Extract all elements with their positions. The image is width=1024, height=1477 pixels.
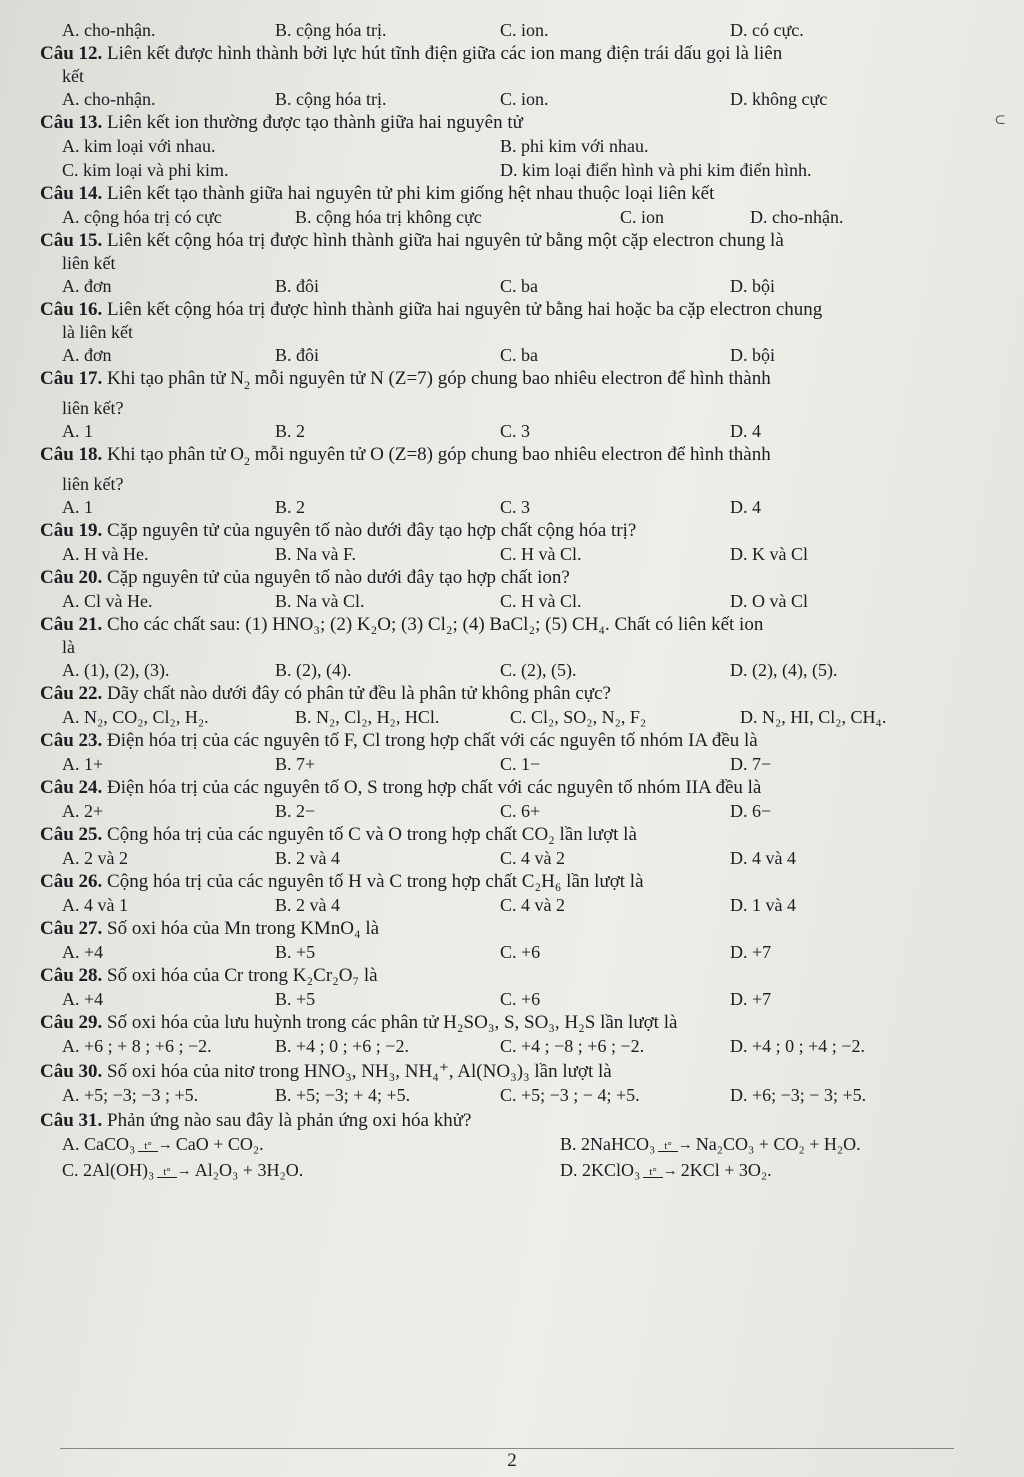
question-text: Cộng hóa trị của các nguyên tố C và O trong hợp chất CO₂ lần lượt là [102,823,637,845]
question-text: Số oxi hóa của Cr trong K₂Cr₂O₇ là [102,964,378,986]
option-a[interactable]: A. N₂, CO₂, Cl₂, H₂. [62,706,209,727]
options [40,799,990,823]
options [40,846,990,870]
question-stem [40,1060,990,1083]
reaction-product: Al₂O₃ + 3H₂O. [194,1159,304,1180]
option-d[interactable]: D. 4 và 4 [730,847,796,868]
reaction-reactant: B. 2NaHCO₃ [560,1133,656,1154]
question-text: Cặp nguyên tử của nguyên tố nào dưới đây tạo hợp chất ion? [102,566,570,588]
options [40,987,990,1011]
heat-arrow-icon: t° → [658,1133,692,1157]
option-c[interactable]: C. 1− [500,753,541,774]
option-c[interactable]: C. kim loại và phi kim. [62,160,229,180]
question-label: Câu 17. [40,368,103,389]
option-d[interactable]: D. 1 và 4 [730,894,796,915]
question-stem [40,964,990,987]
question-text-rest: mỗi nguyên tử O (Z=8) góp chung bao nhiêu electron để hình thành [250,443,771,465]
question-stem [40,519,990,542]
question-stem [40,729,990,752]
option-d[interactable]: D. 6− [730,800,772,821]
question-stem [40,566,990,589]
question-31 [40,1109,990,1184]
option-b[interactable]: B. Na và F. [275,543,357,564]
question-label: Câu 30. [40,1060,103,1082]
arrow-label: t° [157,1167,176,1178]
option-a[interactable]: A. 1 [62,496,93,517]
question-label: Câu 25. [40,823,103,845]
question-text-rest: mỗi nguyên tử N (Z=7) góp chung bao nhiêu electron để hình thành [250,368,771,389]
option-d[interactable]: D. có cực. [730,20,804,40]
option-b[interactable]: B. +5; −3; + 4; +5. [275,1084,411,1105]
options [40,658,990,682]
question-label: Câu 18. [40,443,103,465]
option-d[interactable]: D. (2), (4), (5). [730,659,838,680]
question-stem [40,229,990,252]
option-c[interactable]: C. ion. [500,20,549,40]
option-c[interactable]: C. 3 [500,420,531,441]
question-stem [40,298,990,321]
reaction-product: CaO + CO₂. [175,1133,264,1154]
prev-options [40,18,990,42]
arrow-label: t° [658,1141,677,1152]
options [40,274,990,298]
question-text: Điện hóa trị của các nguyên tố F, Cl trong hợp chất với các nguyên tố nhóm IA đều là [102,729,758,751]
option-b[interactable]: B. cộng hóa trị. [275,20,387,40]
option-c[interactable]: C. 6+ [500,800,541,821]
question-continuation: liên kết [62,253,116,273]
question-stem [40,917,990,940]
options [40,495,990,519]
question-24 [40,776,990,823]
option-c[interactable]: C. ba [500,345,538,365]
options [40,419,990,443]
option-a[interactable]: A. cộng hóa trị có cực [62,207,222,227]
footer-divider [60,1448,954,1449]
option-d[interactable]: D. cho-nhận. [750,207,844,227]
question-text: Liên kết cộng hóa trị được hình thành giữa hai nguyên tử bằng một cặp electron chung là [102,230,784,251]
option-d[interactable]: D. +4 ; 0 ; +4 ; −2. [730,1035,865,1056]
option-c[interactable]: C. 4 và 2 [500,894,565,915]
question-text: Số oxi hóa của lưu huỳnh trong các phân tử H₂SO₃, S, SO₃, H₂S lần lượt là [102,1011,678,1033]
question-stem [40,367,990,397]
question-text: Liên kết ion thường được tạo thành giữa hai nguyên tử [102,112,523,133]
question-15 [40,229,990,298]
subscript: 2 [244,453,250,468]
question-30 [40,1060,990,1109]
option-a[interactable]: A. đơn [62,345,112,365]
option-d[interactable]: D. +6; −3; − 3; +5. [730,1084,867,1105]
option-a[interactable]: A. +6 ; + 8 ; +6 ; −2. [62,1035,212,1056]
option-d[interactable] [560,1158,772,1184]
option-d[interactable]: D. +7 [730,941,772,962]
options-row-2 [40,1158,990,1184]
reaction-reactant: A. CaCO₃ [62,1133,136,1154]
question-label: Câu 22. [40,682,103,704]
question-stem [40,182,990,205]
question-stem [40,443,990,473]
question-stem [40,776,990,799]
page-number: 2 [507,1450,517,1471]
question-continuation: là liên kết [62,322,133,342]
options [40,752,990,776]
heat-arrow-icon: t° → [643,1159,677,1183]
question-label: Câu 29. [40,1011,103,1033]
question-27 [40,917,990,964]
option-b[interactable]: B. đôi [275,276,320,296]
arrow-label: t° [138,1141,157,1152]
option-a[interactable] [62,1132,264,1158]
question-text: Số oxi hóa của nitơ trong HNO₃, NH₃, NH₄⁺, Al(NO₃)₃ lần lượt là [102,1060,612,1082]
option-b[interactable]: B. 2 [275,496,306,517]
reaction-product: Na₂CO₃ + CO₂ + H₂O. [695,1133,861,1154]
options [40,940,990,964]
question-continuation: liên kết? [62,397,124,418]
option-c[interactable]: C. +6 [500,941,541,962]
option-a[interactable]: A. cho-nhận. [62,20,156,40]
question-text: Khi tạo phân tử O [102,443,244,465]
option-c[interactable]: C. Cl₂, SO₂, N₂, F₂ [510,706,647,727]
heat-arrow-icon: t° → [157,1159,191,1183]
option-d[interactable]: D. N₂, HI, Cl₂, CH₄. [740,706,887,727]
option-d[interactable]: D. kim loại điển hình và phi kim điển hình. [500,160,812,180]
option-d[interactable]: D. bội [730,276,775,296]
options [40,542,990,566]
question-text: Dãy chất nào dưới đây có phân tử đều là phân tử không phân cực? [102,682,611,704]
option-b[interactable]: B. 2− [275,800,316,821]
question-list [40,18,990,1184]
question-16 [40,298,990,367]
question-22 [40,682,990,729]
option-b[interactable]: B. phi kim với nhau. [500,136,649,156]
question-18 [40,443,990,519]
question-label: Câu 19. [40,519,103,541]
question-text: Số oxi hóa của Mn trong KMnO₄ là [102,917,380,939]
question-label: Câu 13. [40,112,103,133]
question-text: Cho các chất sau: (1) HNO₃; (2) K₂O; (3) Cl₂; (4) BaCl₂; (5) CH₄. Chất có liên kết ion [102,613,764,635]
options [40,1034,990,1060]
options-row-2 [40,158,990,182]
option-a[interactable]: A. +4 [62,988,104,1009]
option-a[interactable]: A. 1+ [62,753,104,774]
question-29 [40,1011,990,1060]
question-stem [40,613,990,636]
option-a[interactable]: A. 2+ [62,800,104,821]
option-b[interactable]: B. +5 [275,988,316,1009]
option-c[interactable]: C. ion [620,207,665,227]
option-a[interactable]: A. (1), (2), (3). [62,659,170,680]
option-c[interactable]: C. H và Cl. [500,590,582,611]
option-c[interactable]: C. ba [500,276,538,296]
question-stem [40,1109,990,1132]
option-b[interactable]: B. Na và Cl. [275,590,365,611]
question-label: Câu 20. [40,566,103,588]
question-continuation: là [62,636,75,657]
option-a[interactable]: A. 1 [62,420,93,441]
question-text: Liên kết được hình thành bởi lực hút tĩnh điện giữa các ion mang điện trái dấu gọi là liên [102,43,783,64]
option-d[interactable]: D. O và Cl [730,590,808,611]
question-21 [40,613,990,682]
option-a[interactable]: A. cho-nhận. [62,89,156,109]
option-b[interactable]: B. 2 [275,420,306,441]
option-a[interactable]: A. 4 và 1 [62,894,128,915]
options [40,705,990,729]
question-13 [40,111,990,182]
question-label: Câu 27. [40,917,103,939]
question-label: Câu 14. [40,183,103,204]
options [40,589,990,613]
option-b[interactable] [560,1132,861,1158]
option-c[interactable]: C. (2), (5). [500,659,577,680]
option-b[interactable]: B. 7+ [275,753,316,774]
option-d[interactable]: D. +7 [730,988,772,1009]
reaction-product: 2KCl + 3O₂. [680,1159,772,1180]
question-23 [40,729,990,776]
options-row-1 [40,134,990,158]
option-b[interactable]: B. cộng hóa trị. [275,89,387,109]
options [40,205,990,229]
option-a[interactable]: A. +4 [62,941,104,962]
margin-note: ⊂ [994,113,1006,128]
question-label: Câu 16. [40,299,103,320]
option-d[interactable]: D. bội [730,345,775,365]
question-stem [40,1011,990,1034]
question-20 [40,566,990,613]
option-d[interactable]: D. 4 [730,496,761,517]
question-stem [40,823,990,846]
question-stem [40,111,990,134]
option-a[interactable]: A. 2 và 2 [62,847,128,868]
question-label: Câu 23. [40,729,103,751]
option-d[interactable]: D. 4 [730,420,761,441]
question-19 [40,519,990,566]
option-b[interactable]: B. cộng hóa trị không cực [295,207,482,227]
option-c[interactable]: C. 4 và 2 [500,847,565,868]
question-label: Câu 12. [40,43,103,64]
options [40,87,990,111]
question-label: Câu 15. [40,230,103,251]
question-text: Liên kết tạo thành giữa hai nguyên tử phi kim giống hệt nhau thuộc loại liên kết [102,183,715,204]
question-14 [40,182,990,229]
question-continuation: liên kết? [62,473,124,494]
question-text: Liên kết cộng hóa trị được hình thành giữa hai nguyên tử bằng hai hoặc ba cặp electron chung [102,299,823,320]
option-a[interactable]: A. kim loại với nhau. [62,136,216,156]
option-c[interactable]: C. +5; −3 ; − 4; +5. [500,1084,640,1105]
option-c[interactable]: C. +4 ; −8 ; +6 ; −2. [500,1035,645,1056]
question-label: Câu 31. [40,1109,103,1131]
question-text: Khi tạo phân tử N [102,368,244,389]
heat-arrow-icon: t° → [138,1133,172,1157]
question-17 [40,367,990,443]
question-label: Câu 24. [40,776,103,798]
subscript: 2 [244,377,250,392]
option-b[interactable]: B. 2 và 4 [275,894,340,915]
question-stem [40,682,990,705]
question-12 [40,42,990,111]
question-continuation: kết [62,66,84,86]
question-text: Phản ứng nào sau đây là phản ứng oxi hóa khử? [102,1109,472,1131]
options [40,893,990,917]
option-b[interactable]: B. +5 [275,941,316,962]
question-label: Câu 28. [40,964,103,986]
options [40,1083,990,1109]
arrow-label: t° [643,1167,662,1178]
question-text: Cặp nguyên tử của nguyên tố nào dưới đây tạo hợp chất cộng hóa trị? [102,519,637,541]
option-b[interactable]: B. đôi [275,345,320,365]
question-text: Điện hóa trị của các nguyên tố O, S trong hợp chất với các nguyên tố nhóm IIA đều là [102,776,762,798]
options [40,343,990,367]
option-d[interactable]: D. không cực [730,89,828,109]
reaction-reactant: D. 2KClO₃ [560,1159,641,1180]
question-stem [40,870,990,893]
question-25 [40,823,990,870]
question-26 [40,870,990,917]
question-text: Cộng hóa trị của các nguyên tố H và C trong hợp chất C₂H₆ lần lượt là [102,870,644,892]
option-b[interactable]: B. 2 và 4 [275,847,340,868]
options-row-1 [40,1132,990,1158]
option-b[interactable]: B. (2), (4). [275,659,352,680]
option-c[interactable] [62,1158,303,1184]
option-b[interactable]: B. +4 ; 0 ; +6 ; −2. [275,1035,409,1056]
option-a[interactable]: A. đơn [62,276,112,296]
question-stem [40,42,990,65]
question-label: Câu 21. [40,613,103,635]
option-b[interactable]: B. N₂, Cl₂, H₂, HCl. [295,706,440,727]
option-c[interactable]: C. ion. [500,89,549,109]
option-d[interactable]: D. 7− [730,753,772,774]
option-a[interactable]: A. Cl và He. [62,590,153,611]
question-label: Câu 26. [40,870,103,892]
reaction-reactant: C. 2Al(OH)₃ [62,1159,155,1180]
option-d[interactable]: D. K và Cl [730,543,808,564]
question-28 [40,964,990,1011]
option-c[interactable]: C. +6 [500,988,541,1009]
option-a[interactable]: A. H và He. [62,543,149,564]
option-a[interactable]: A. +5; −3; −3 ; +5. [62,1084,199,1105]
option-c[interactable]: C. 3 [500,496,531,517]
option-c[interactable]: C. H và Cl. [500,543,582,564]
